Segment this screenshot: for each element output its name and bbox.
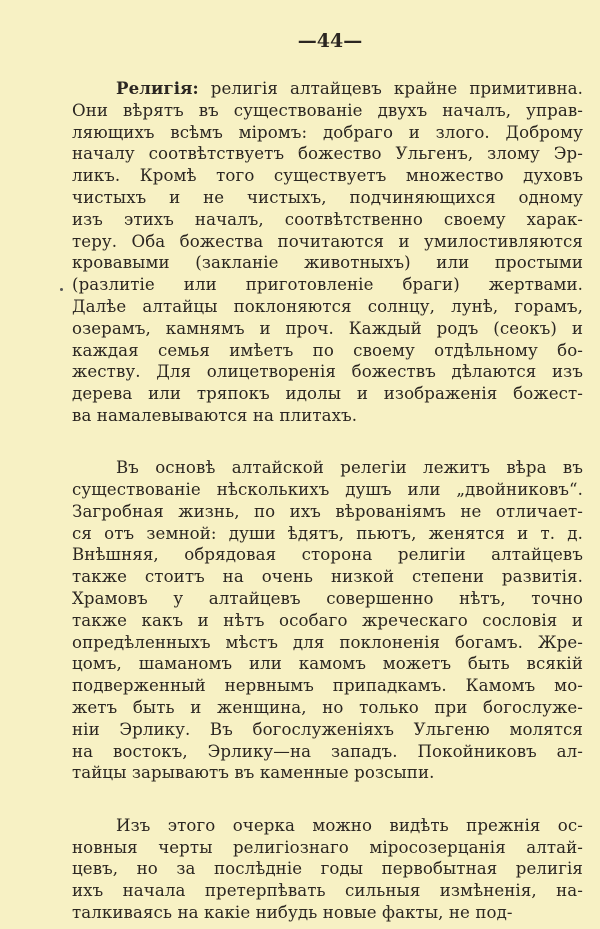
text-line (72, 858, 583, 880)
text-line (72, 523, 583, 545)
line-text: новныя черты религіознаго міросозерцанія алтай- (72, 837, 583, 857)
text-line (72, 479, 583, 501)
text-line (72, 296, 583, 318)
text-line (72, 697, 583, 719)
line-text: каждая семья имѣетъ по своему отдѣльному бо- (72, 340, 583, 360)
text-line (72, 122, 583, 144)
text-line (72, 274, 583, 296)
line-text: также какъ и нѣтъ особаго жреческаго сословія и (72, 610, 583, 630)
text-line (72, 231, 583, 253)
line-text: ликъ. Кромѣ того существуетъ множество духовъ (72, 166, 583, 186)
text-line (72, 719, 583, 741)
line-text: ся отъ земной: души ѣдятъ, пьютъ, женятся и т. д. (72, 523, 583, 543)
text-line (72, 544, 583, 566)
line-text: жеству. Для олицетворенія божествъ дѣлаются изъ (72, 362, 583, 382)
text-line (72, 457, 583, 479)
text-line (72, 383, 583, 405)
text-line (72, 143, 583, 165)
text-line (72, 837, 583, 859)
text-line (72, 815, 583, 837)
line-text: Изъ этого очерка можно видѣть прежнія ос- (116, 815, 583, 835)
line-text: кровавыми (закланіе животныхъ) или простыми (72, 253, 583, 273)
paragraph-gap (72, 427, 583, 458)
line-text: цомъ, шаманомъ или камомъ можетъ быть всякій (72, 654, 583, 674)
line-text: Въ основѣ алтайской релегіи лежитъ вѣра въ (116, 458, 583, 478)
text-line (72, 318, 583, 340)
text-line (72, 209, 583, 231)
line-text: озерамъ, камнямъ и проч. Каждый родъ (сеокъ) и (72, 318, 583, 338)
line-text: началу соотвѣтствуетъ божество Ульгенъ, злому Эр- (72, 144, 583, 164)
text-line (72, 165, 583, 187)
text-line (72, 675, 583, 697)
print-speck (60, 288, 63, 291)
line-text: тайцы зарываютъ въ каменные розсыпи. (72, 763, 435, 783)
line-text: Внѣшняя, обрядовая сторона религіи алтайцевъ (72, 545, 583, 565)
line-text: ихъ начала претерпѣвать сильныя измѣненія, на- (72, 881, 583, 901)
line-text: талкиваясь на какіе нибудь новые факты, не под- (72, 902, 513, 922)
line-text: теру. Оба божества почитаются и умилостивляются (72, 231, 583, 251)
line-text: Храмовъ у алтайцевъ совершенно нѣтъ, точно (72, 589, 583, 609)
text-line (72, 741, 583, 763)
text-line (72, 340, 583, 362)
text-line (72, 405, 583, 427)
line-text: ляющихъ всѣмъ міромъ: добраго и злого. Доброму (72, 122, 583, 142)
text-line (72, 588, 583, 610)
line-text: цевъ, но за послѣдніе годы первобытная религія (72, 859, 583, 879)
text-line (72, 252, 583, 274)
text-line (72, 762, 583, 784)
line-text: Загробная жизнь, по ихъ вѣрованіямъ не отличает- (72, 501, 583, 521)
line-text: религія алтайцевъ крайне примитивна. (198, 79, 583, 98)
line-text: жетъ быть и женщина, но только при богослуже- (72, 698, 583, 718)
line-text: изъ этихъ началъ, соотвѣтственно своему харак- (72, 209, 583, 229)
line-text: (разлитіе или приготовленіе браги) жертвами. (72, 275, 583, 295)
line-text: ва намалевываются на плитахъ. (72, 405, 358, 425)
text-line (72, 610, 583, 632)
line-text: чистыхъ и не чистыхъ, подчиняющихся одному (72, 187, 583, 207)
text-line (72, 361, 583, 383)
line-text: дерева или тряпокъ идолы и изображенія божест- (72, 384, 583, 404)
text-line (72, 880, 583, 902)
line-text: на востокъ, Эрлику—на западъ. Покойниковъ ал- (72, 741, 583, 761)
text-line (72, 501, 583, 523)
text-line (72, 100, 583, 122)
text-line (72, 78, 583, 100)
page-number: —44— (297, 30, 363, 52)
text-line (72, 566, 583, 588)
body-text (72, 78, 583, 924)
text-line (72, 902, 583, 924)
line-text: существованіе нѣсколькихъ душъ или „двойниковъ“. (72, 480, 583, 500)
line-text: Далѣе алтайцы поклоняются солнцу, лунѣ, горамъ, (72, 296, 583, 316)
line-text: Они вѣрятъ въ существованіе двухъ началъ, управ- (72, 100, 583, 120)
text-line (72, 632, 583, 654)
line-text: опредѣленныхъ мѣстъ для поклоненія богамъ. Жре- (72, 632, 583, 652)
text-line (72, 653, 583, 675)
line-text: также стоитъ на очень низкой степени развитія. (72, 567, 583, 587)
section-lead: Религія: (116, 78, 199, 98)
line-text: подверженный нервнымъ припадкамъ. Камомъ мо- (72, 676, 583, 696)
text-line (72, 187, 583, 209)
paragraph-gap (72, 784, 583, 815)
line-text: ніи Эрлику. Въ богослуженіяхъ Ульгеню молятся (72, 719, 583, 739)
